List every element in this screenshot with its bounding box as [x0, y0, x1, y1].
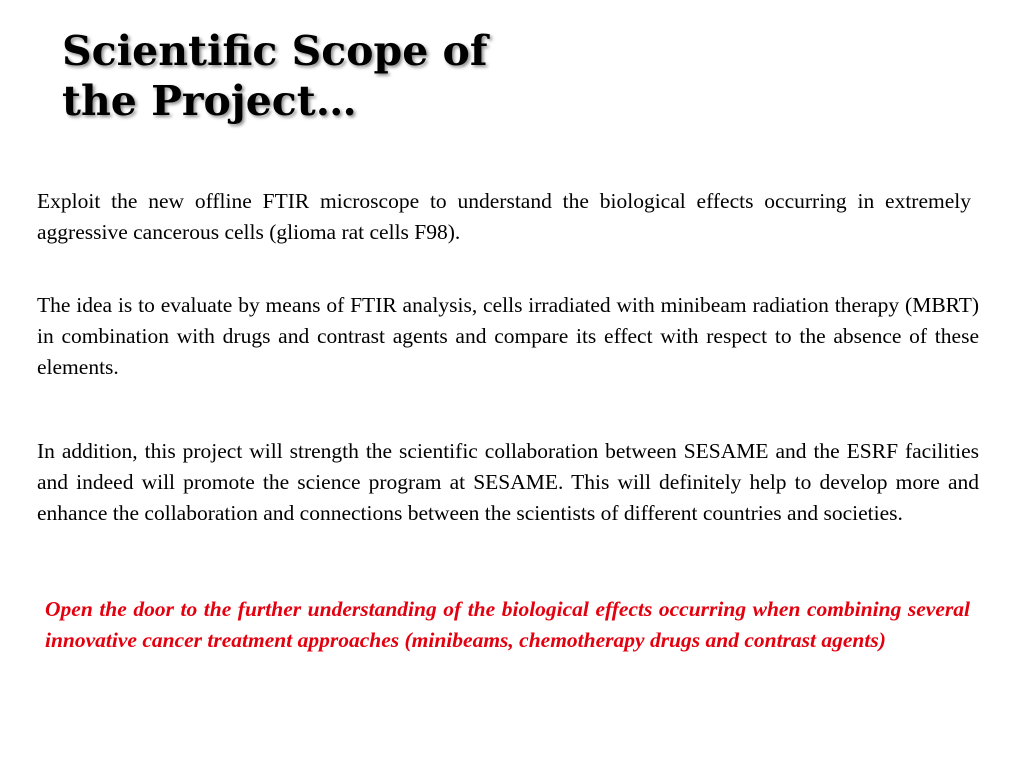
slide-title — [62, 26, 782, 126]
paragraph-ftir-analysis: The idea is to evaluate by means of FTIR analysis, cells irradiated with minibeam radiation therapy (MBRT) in combination with drugs and contrast agents and compare its effect with respect to the absence of these elements. — [37, 293, 979, 379]
paragraph-collaboration: In addition, this project will strength the scientific collaboration between SESAME and the ESRF facilities and indeed will promote the science program at SESAME. This will definitely help to develop more and enhance the collaboration and connections between the scientists of different countries and societies. — [37, 439, 979, 525]
slide-title-line-2: the Project… — [62, 77, 357, 125]
highlight-statement: Open the door to the further understanding of the biological effects occurring when combining several innovative cancer treatment approaches (minibeams, chemotherapy drugs and contrast agents) — [45, 597, 970, 652]
slide-title-line-1: Scientific Scope of — [62, 27, 488, 75]
paragraph-ftir-microscope: Exploit the new offline FTIR microscope to understand the biological effects occurring in extremely aggressive cancerous cells (glioma rat cells F98). — [37, 189, 971, 244]
